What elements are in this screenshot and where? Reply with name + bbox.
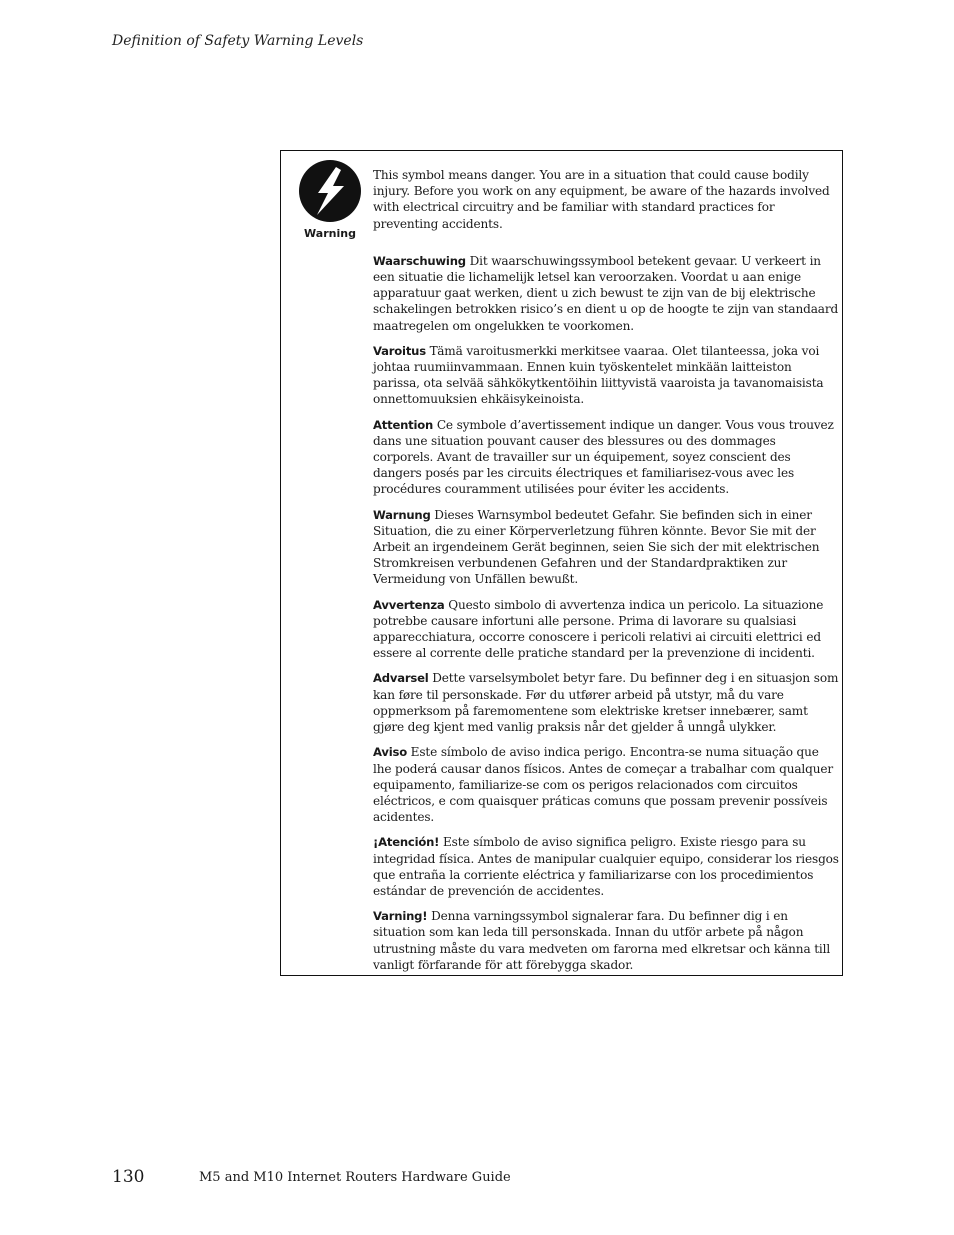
translation-text: Este símbolo de aviso significa peligro. Existe riesgo para su integridad física. Antes de manipular cualquier equipo, considerar los riesgos que entraña la corriente eléctrica y familiarizarse con los procedimientos estándar de prevención de accidentes. xyxy=(373,835,839,898)
translation-paragraph xyxy=(373,834,839,899)
language-label: Varoitus xyxy=(373,343,426,358)
language-label: Warnung xyxy=(373,507,431,522)
translation-paragraph xyxy=(373,597,839,662)
translation-paragraph xyxy=(373,253,839,334)
translation-paragraph xyxy=(373,744,839,825)
running-header: Definition of Safety Warning Levels xyxy=(112,33,364,49)
language-label: Avvertenza xyxy=(373,597,445,612)
translation-paragraph xyxy=(373,670,839,735)
language-label: Aviso xyxy=(373,745,407,760)
language-label: ¡Atención! xyxy=(373,835,440,850)
translation-text: Dit waarschuwingssymbool betekent gevaar. U verkeert in een situatie die lichamelijk letsel kan veroorzaken. Voordat u aan enige apparatuur gaat werken, dient u zich bewust te zijn van de bij elektrische schakelingen betrokken risico’s en dient u op de hoogte te zijn van standaard maatregelen om ongelukken te voorkomen. xyxy=(373,253,839,333)
warning-intro: This symbol means danger. You are in a situation that could cause bodily injury. Before you work on any equipment, be aware of the hazards involved with electrical circuitry and be familiar with standard practices for preventing accidents. xyxy=(373,168,830,231)
translation-text: Questo simbolo di avvertenza indica un pericolo. La situazione potrebbe causare infortuni alle persone. Prima di lavorare su qualsiasi apparecchiatura, occorre conoscere i pericoli relativi ai circuiti elettrici ed essere al corrente delle pratiche standard per la prevenzione di incidenti. xyxy=(373,597,824,661)
translation-paragraph xyxy=(373,507,839,588)
warning-text-column xyxy=(373,167,839,982)
book-title: M5 and M10 Internet Routers Hardware Guide xyxy=(199,1170,511,1185)
translation-paragraph xyxy=(373,908,839,973)
language-label: Waarschuwing xyxy=(373,253,466,268)
translation-text: Tämä varoitusmerkki merkitsee vaaraa. Olet tilanteessa, joka voi johtaa ruumiinvammaan. Ennen kuin työskentelet minkään laitteiston parissa, ota selvää sähkökytkentöihin liittyvistä vaaroista ja tavanomaisista onnettomuuksien ehkäisykeinoista. xyxy=(373,343,824,407)
translation-text: Este símbolo de aviso indica perigo. Encontra-se numa situação que lhe poderá causar danos físicos. Antes de começar a trabalhar com qualquer equipamento, familiarize-se com os perigos relacionados com circuitos eléctricos, e com quaisquer práticas comuns que possam prevenir possíveis acidentes. xyxy=(373,745,833,825)
translation-text: Ce symbole d’avertissement indique un danger. Vous vous trouvez dans une situation pouvant causer des blessures ou des dommages corporels. Avant de travailler sur un équipement, soyez conscient des dangers posés par les circuits électriques et familiarisez-vous avec les procédures couramment utilisées pour éviter les accidents. xyxy=(373,417,834,497)
page-number: 130 xyxy=(112,1167,145,1187)
warning-caption: Warning xyxy=(304,227,356,240)
language-label: Attention xyxy=(373,417,434,432)
translation-text: Dieses Warnsymbol bedeutet Gefahr. Sie befinden sich in einer Situation, die zu einer Körperverletzung führen könnte. Bevor Sie mit der Arbeit an irgendeinem Gerät beginnen, seien Sie sich der mit elektrischen Stromkreisen verbundenen Gefahren und der Standardpraktiken zur Vermeidung von Unfällen bewußt. xyxy=(373,507,820,587)
language-label: Varning! xyxy=(373,909,428,924)
language-label: Advarsel xyxy=(373,671,429,686)
translation-paragraph xyxy=(373,343,839,408)
safety-warning-box xyxy=(280,150,843,976)
lightning-bolt-icon xyxy=(299,160,361,222)
translation-text: Denna varningssymbol signalerar fara. Du befinner dig i en situation som kan leda till personskada. Innan du utför arbete på någon utrustning måste du vara medveten om farorna med elkretsar och känna till vanligt förfarande för att förebygga skador. xyxy=(373,909,831,972)
translation-list xyxy=(373,253,839,973)
translation-paragraph xyxy=(373,417,839,498)
translation-text: Dette varselsymbolet betyr fare. Du befinner deg i en situasjon som kan føre til personskade. Før du utfører arbeid på utstyr, må du vare oppmerksom på faremomentene som elektriske kretser innebærer, samt gjøre deg kjent med vanlig praksis når det gjelder å unngå ulykker. xyxy=(373,671,839,735)
